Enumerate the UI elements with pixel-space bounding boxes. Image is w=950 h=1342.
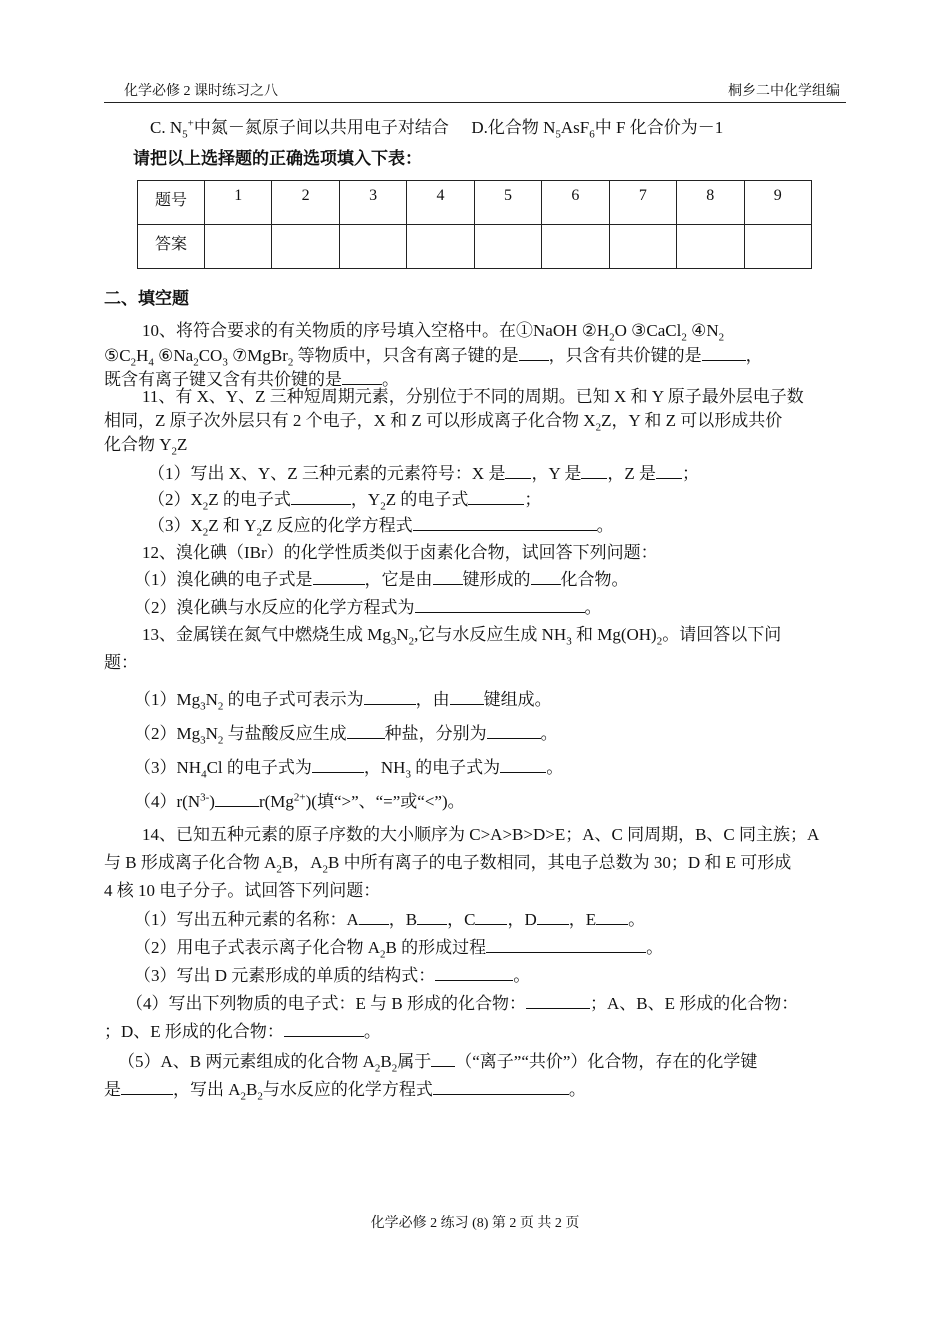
answer-blank[interactable] [347,722,385,739]
sup: 2+ [293,791,306,804]
text: 。 [568,1080,586,1099]
text: 。 [540,724,558,743]
answer-blank[interactable] [433,568,463,585]
answer-blank[interactable] [526,992,590,1009]
answer-blank[interactable] [215,790,259,807]
sup: + [187,117,194,130]
sub: 3 [405,768,411,781]
text: （3）X [148,516,203,535]
text: ，Y [350,490,381,509]
text: 化合物 Y [104,435,172,454]
answer-blank[interactable] [364,688,416,705]
header-left-title: 化学必修 2 课时练习之八 [124,84,278,99]
answer-cell[interactable] [609,225,676,269]
answer-cell[interactable] [205,225,272,269]
answer-blank[interactable] [342,368,382,385]
text: ，B [388,910,418,929]
answer-blank[interactable] [486,936,646,953]
sub: 3 [566,635,572,648]
text: )(填“>”、“=”或“<”)。 [305,792,465,811]
sub: 2 [287,356,294,369]
sub: 2 [202,526,209,539]
sub: 4 [148,356,154,369]
sub: 2 [256,526,262,539]
answer-blank[interactable] [431,1050,455,1067]
answer-blank[interactable] [487,722,541,739]
text: ，由 [415,690,450,709]
answer-table-number-row [138,181,812,225]
answer-blank[interactable] [415,596,585,613]
text: Z 反应的化学方程式 [261,516,413,535]
question-number-cell: 6 [542,181,609,225]
text: ④N [686,321,719,340]
text: r(Mg [258,792,294,811]
text: 。 [363,1022,381,1041]
text: ，E [568,910,597,929]
q10-line2 [104,344,763,367]
q12-part1 [134,568,629,591]
text: 既含有离子键又含有共价键的是 [104,370,342,389]
question-number-cell: 8 [677,181,744,225]
text: 。 [596,516,614,535]
text: 相同，Z 原子次外层只有 2 个电子，X 和 Z 可以形成离子化合物 X [104,411,596,430]
text: （1）写出 X、Y、Z 三种元素的元素符号：X 是 [148,464,506,483]
q14-part4-line2 [104,1020,381,1043]
q13-line2: 题： [104,653,138,672]
text: ；D、E 形成的化合物： [104,1022,284,1041]
text: 等物质中，只含有离子键的是 [293,346,519,365]
sub: 4 [201,768,207,781]
text: ，NH [363,758,406,777]
sub: 2 [276,863,282,876]
q9-options-cd [150,117,723,139]
text: 。 [382,370,399,389]
text: （2）Mg [134,724,201,743]
text: 化合物。 [560,570,629,589]
text: 。 [584,598,602,617]
q14-part3 [134,964,530,987]
q11-line1 [142,386,804,408]
number-row-label: 题号 [138,181,205,225]
sub: 2 [171,445,178,458]
text: 与 B 形成离子化合物 A [104,853,277,872]
text: O ③CaCl [614,321,682,340]
option-d-prefix: D.化合物 N [471,118,556,137]
text: 与水反应的化学方程式 [262,1080,433,1099]
text: 与盐酸反应生成 [223,724,347,743]
option-c-text: 中氮－氮原子间以共用电子对结合 [193,118,449,137]
q14-part5-line2 [104,1078,586,1101]
answer-blank[interactable] [596,908,628,925]
q14-line1: 14、已知五种元素的原子序数的大小顺序为 C>A>B>D>E；A、C 同周期，B、C 同主族；A [142,825,820,844]
text: 11、有 X、Y、Z 三种短周期元素，分别位于不同的周期。已知 X 和 Y 原子最外层电子数 [142,387,804,406]
sub: 2 [202,500,209,513]
text: 是 [104,1080,121,1099]
answer-blank[interactable] [359,908,389,925]
text: 键形成的 [462,570,531,589]
answer-blank[interactable] [475,908,507,925]
text: ⑦MgBr [227,346,288,365]
answer-blank[interactable] [312,756,364,773]
sub: 5 [182,128,188,141]
text: 。 [628,910,646,929]
text: ⑥Na [153,346,194,365]
q11-part3 [148,514,614,537]
text: 。请回答以下问 [662,625,782,644]
text: （1）写出五种元素的名称：A [134,910,359,929]
text: ,它与水反应生成 NH [414,625,567,644]
answer-blank[interactable] [581,462,607,479]
text: Z，Y 和 Z 可以形成共价 [601,411,783,430]
table-instruction: 请把以上选择题的正确选项填入下表： [133,149,422,168]
sub: 5 [555,128,561,141]
sub: 2 [718,331,725,344]
text: ，只含有共价键的是 [548,346,702,365]
q14-line3: 4 核 10 电子分子。试回答下列问题： [104,881,381,900]
text: （3）写出 D 元素形成的单质的结构式： [134,966,436,985]
text: （2）X [148,490,203,509]
q13-part2 [134,722,558,745]
text: （3）NH [134,758,202,777]
answer-blank[interactable] [313,568,365,585]
sub: 2 [380,500,386,513]
text: ； [524,490,542,509]
q11-part1 [148,462,699,485]
text: B [246,1080,258,1099]
q14-line2 [104,852,791,874]
text: ； [682,464,700,483]
sub: 6 [589,128,595,141]
question-number-cell: 5 [474,181,541,225]
answer-cell[interactable] [677,225,744,269]
sub: 2 [609,331,615,344]
q14-part5-line1 [118,1050,757,1073]
page-footer: 化学必修 2 练习 (8) 第 2 页 共 2 页 [370,1216,580,1231]
sub: 2 [130,356,137,369]
question-number-cell: 7 [609,181,676,225]
answer-blank[interactable] [291,488,351,505]
page-header [104,80,846,103]
answer-blank[interactable] [435,964,513,981]
text: CO [198,346,223,365]
question-number-cell: 2 [272,181,339,225]
text: N [205,690,218,709]
answer-blank[interactable] [500,756,546,773]
answer-blank[interactable] [468,488,524,505]
text: 属于 [397,1052,432,1071]
sub: 2 [380,948,386,961]
question-number-cell: 4 [407,181,474,225]
answer-blank[interactable] [656,462,682,479]
header-right-title: 桐乡二中化学组编 [728,84,840,99]
text: 。 [513,966,531,985]
text: （4）r(N [134,792,201,811]
option-c-prefix: C. N [150,118,183,137]
text: ，D [507,910,537,929]
sub: 3 [200,700,206,713]
answer-cell[interactable] [474,225,541,269]
q11-line3 [104,434,187,456]
text: N [396,625,409,644]
sub: 2 [257,1090,263,1103]
section-title: 二、填空题 [104,289,189,308]
answer-blank[interactable] [284,1020,364,1037]
answer-blank[interactable] [433,1078,569,1095]
text: ，写出 A [173,1080,241,1099]
answer-table [137,180,812,269]
text: （“离子”“共价”）化合物，存在的化学键 [455,1052,758,1071]
q11-part2 [148,488,541,511]
question-number-cell: 9 [744,181,812,225]
answer-blank[interactable] [121,1078,173,1095]
text: B，A [281,853,323,872]
sub: 2 [391,1062,398,1075]
text: （2）用电子式表示离子化合物 A [134,938,381,957]
answer-cell[interactable] [407,225,474,269]
sub: 2 [374,1062,381,1075]
text: （1）Mg [134,690,201,709]
text: Z 的电子式 [208,490,291,509]
question-number-cell: 3 [339,181,406,225]
text: 10、将符合要求的有关物质的序号填入空格中。在①NaOH ②H [142,321,610,340]
text: 13、金属镁在氮气中燃烧生成 Mg [142,625,391,644]
option-d-text: 中 F 化合价为－1 [594,118,724,137]
text: （2）溴化碘与水反应的化学方程式为 [134,598,415,617]
q13-line1 [142,624,781,646]
answer-table-answer-row [138,225,812,269]
q14-part4-line1 [126,992,798,1015]
text: 的电子式可表示为 [223,690,364,709]
text: 。 [546,758,564,777]
text: Z [177,435,188,454]
answer-cell[interactable] [339,225,406,269]
q14-part1 [134,908,645,931]
text: 和 Mg(OH) [571,625,657,644]
sub: 3 [222,356,228,369]
answer-cell[interactable] [542,225,609,269]
sub: 2 [656,635,663,648]
answer-blank[interactable] [537,908,569,925]
q13-part4 [134,790,465,813]
text: Z 的电子式 [385,490,469,509]
text: B [380,1052,392,1071]
option-d-mid: AsF [560,118,590,137]
answer-cell[interactable] [272,225,339,269]
sub: 2 [217,734,224,747]
sub: 2 [217,700,224,713]
answer-blank[interactable] [413,514,597,531]
q11-line2 [104,410,782,432]
text: N [205,724,218,743]
text: ) [209,792,215,811]
sub: 3 [200,734,206,747]
question-number-cell: 1 [205,181,272,225]
answer-blank[interactable] [702,344,746,361]
text: B 中所有离子的电子数相同，其电子总数为 30；D 和 E 可形成 [328,853,792,872]
q13-part1 [134,688,552,711]
sub: 2 [681,331,687,344]
sub: 2 [240,1090,247,1103]
q13-part3 [134,756,563,779]
text: 种盐，分别为 [384,724,487,743]
text: 的电子式为 [410,758,501,777]
text: （1）溴化碘的电子式是 [134,570,313,589]
text: ，Z 是 [607,464,657,483]
sup: 3- [200,791,210,804]
text: ，它是由 [364,570,433,589]
text: ；A、B、E 形成的化合物： [589,994,799,1013]
text: （4）写出下列物质的电子式：E 与 B 形成的化合物： [126,994,526,1013]
text: 键组成。 [483,690,552,709]
sub: 2 [322,863,328,876]
q12-part2 [134,596,602,619]
answer-blank[interactable] [531,568,561,585]
text: H [136,346,149,365]
text: ⑤C [104,346,131,365]
text: 。 [646,938,664,957]
text: （5）A、B 两元素组成的化合物 A [118,1052,375,1071]
answer-blank[interactable] [519,344,549,361]
sub: 2 [408,635,415,648]
text: Cl 的电子式为 [206,758,312,777]
answer-blank[interactable] [505,462,531,479]
text: B 的形成过程 [385,938,487,957]
q14-part2 [134,936,663,959]
q10-line1 [142,320,724,342]
text: Z 和 Y [208,516,257,535]
answer-blank[interactable] [417,908,447,925]
sub: 2 [595,421,602,434]
sub: 2 [193,356,199,369]
answer-row-label: 答案 [138,225,205,269]
text: ，C [447,910,476,929]
q12-line1: 12、溴化碘（IBr）的化学性质类似于卤素化合物，试回答下列问题： [142,543,658,562]
text: ， [745,346,763,365]
sub: 3 [390,635,397,648]
answer-cell[interactable] [744,225,812,269]
answer-blank[interactable] [450,688,484,705]
text: ，Y 是 [531,464,582,483]
